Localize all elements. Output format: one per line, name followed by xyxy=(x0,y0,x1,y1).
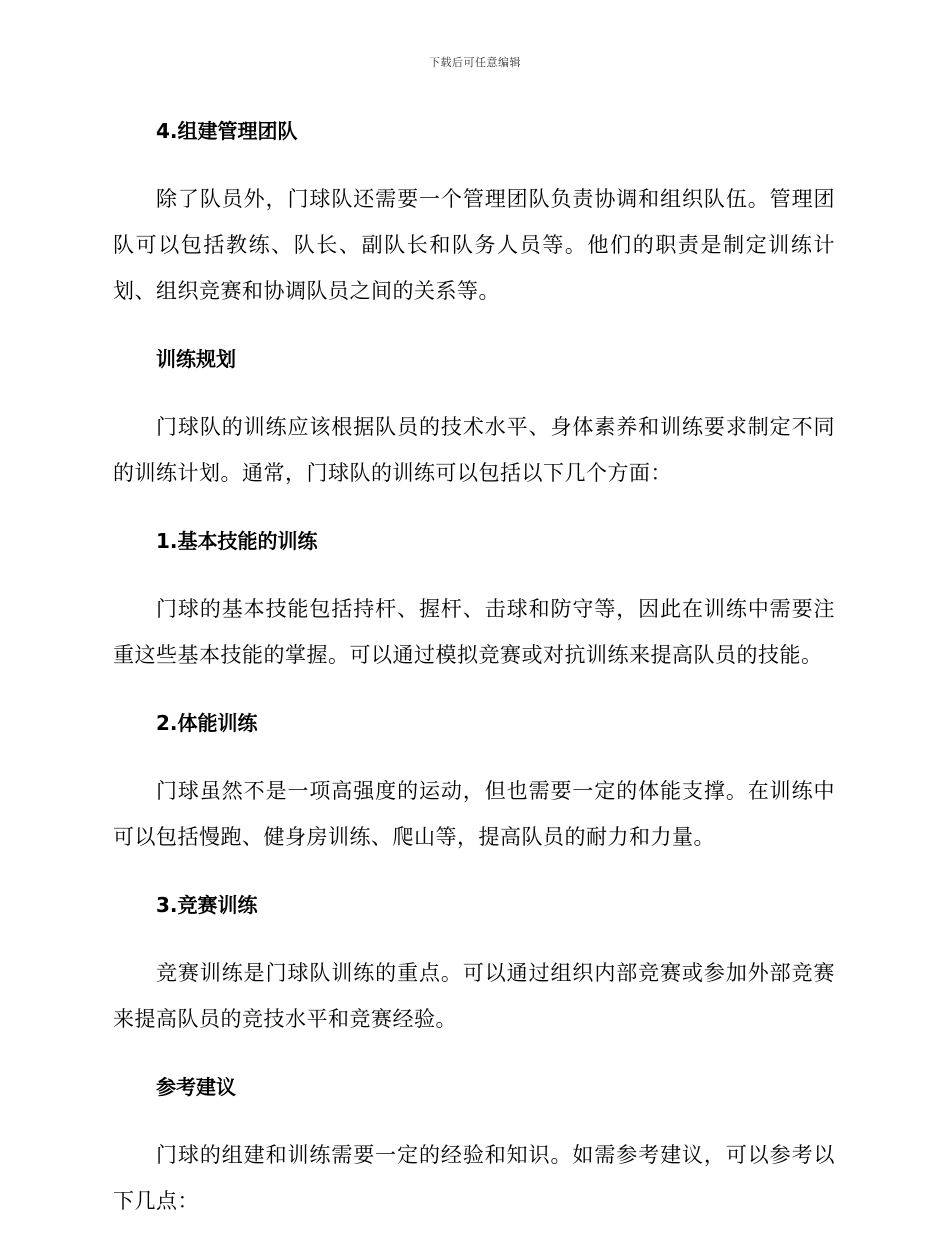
section-heading-management-team: 4.组建管理团队 xyxy=(156,119,298,143)
paragraph-competition: 竞赛训练是门球队训练的重点。可以通过组织内部竞赛或参加外部竞赛来提高队员的竞技水平和竞赛经验。 xyxy=(113,961,835,1031)
paragraph-suggestions: 门球的组建和训练需要一定的经验和知识。如需参考建议，可以参考以下几点： xyxy=(113,1143,835,1213)
document-body xyxy=(113,108,835,1246)
paragraph-management-team: 除了队员外，门球队还需要一个管理团队负责协调和组织队伍。管理团队可以包括教练、队长、副队长和队务人员等。他们的职责是制定训练计划、组织竞赛和协调队员之间的关系等。 xyxy=(113,187,835,303)
section-heading-fitness: 2.体能训练 xyxy=(156,711,258,735)
section-heading-training-plan: 训练规划 xyxy=(156,347,236,371)
paragraph-fitness: 门球虽然不是一项高强度的运动，但也需要一定的体能支撑。在训练中可以包括慢跑、健身房训练、爬山等，提高队员的耐力和力量。 xyxy=(113,779,835,849)
section-heading-basic-skills: 1.基本技能的训练 xyxy=(156,529,318,553)
section-heading-suggestions: 参考建议 xyxy=(156,1075,236,1099)
section-heading-competition: 3.竞赛训练 xyxy=(156,893,258,917)
page-header-note: 下载后可任意编辑 xyxy=(429,56,521,69)
paragraph-basic-skills: 门球的基本技能包括持杆、握杆、击球和防守等，因此在训练中需要注重这些基本技能的掌握。可以通过模拟竞赛或对抗训练来提高队员的技能。 xyxy=(113,597,835,667)
paragraph-training-plan: 门球队的训练应该根据队员的技术水平、身体素养和训练要求制定不同的训练计划。通常，门球队的训练可以包括以下几个方面： xyxy=(113,415,835,485)
